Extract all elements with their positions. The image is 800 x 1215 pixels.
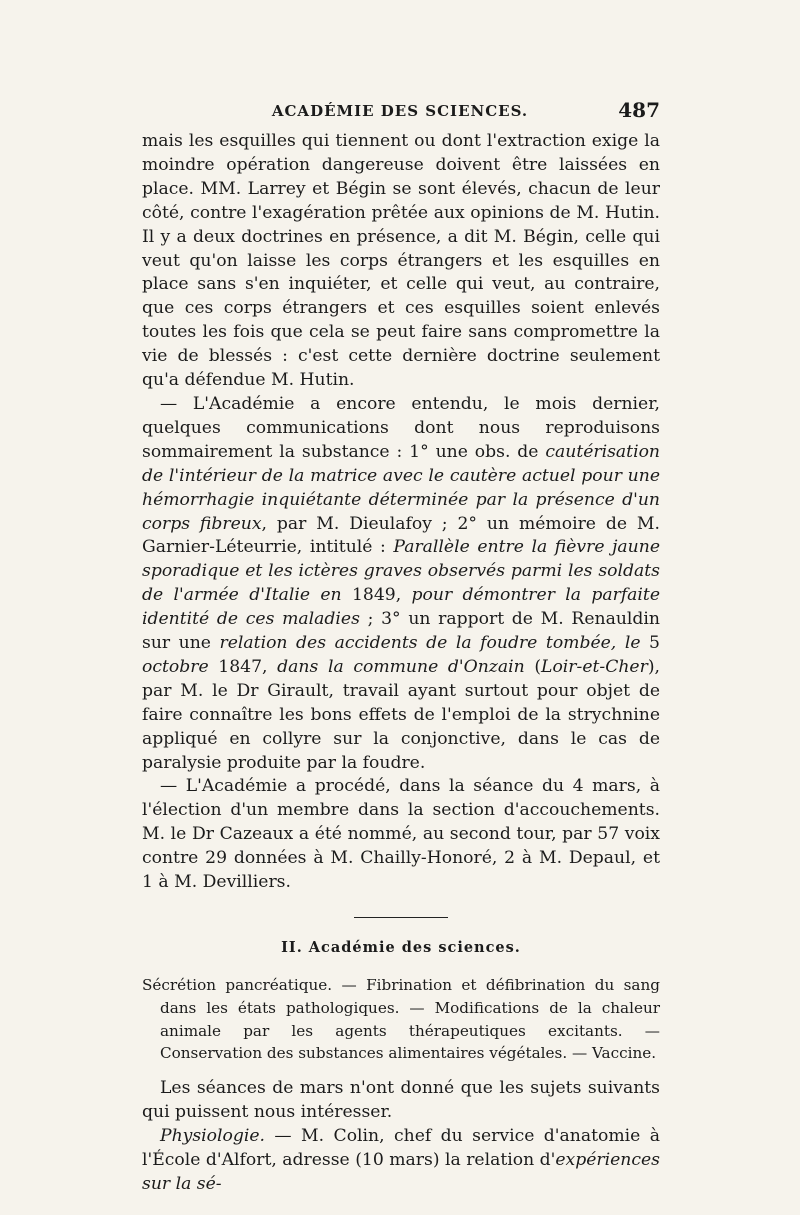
italic-run: relation des accidents de la foudre tombée, le	[219, 633, 641, 654]
text-run: 5	[640, 633, 660, 654]
paragraph-2	[142, 393, 660, 776]
running-head: ACADÉMIE DES SCIENCES.	[271, 102, 529, 120]
italic-run: expériences sur la sé-	[142, 1149, 660, 1194]
text-run: — M. Colin, chef du service d'anatomie à l'École d'Alfort, adresse (10 mars) la relation d'	[142, 1125, 660, 1170]
text-run: ), par M. le Dr Girault, travail ayant surtout pour objet de faire connaître les bons effets de l'emploi de la strychnine appliqué en collyre sur la conjonctive, dans le cas de paralysie produite par la foudre.	[142, 656, 660, 773]
italic-run: pour démontrer la parfaite identité de ces maladies	[142, 585, 660, 630]
text-run: — L'Académie a encore entendu, le mois dernier, quelques communications dont nous reproduisons sommairement la substance : 1° une obs. de	[142, 393, 660, 462]
paragraph-4: Les séances de mars n'ont donné que les sujets suivants qui puissent nous intéresser.	[142, 1078, 660, 1122]
text-run: 1847,	[208, 656, 278, 677]
page-header	[140, 98, 660, 128]
section-title: II. Académie des sciences.	[281, 939, 521, 956]
italic-run: dans la commune d'Onzain	[277, 656, 525, 677]
paragraph-3: — L'Académie a procédé, dans la séance du 4 mars, à l'élection d'un membre dans la section d'accouchements. M. le Dr Cazeaux a été nommé, au second tour, par 57 voix contre 29 données à M. Chailly-Honoré, 2 à M. Depaul, et 1 à M. Devilliers.	[142, 776, 660, 893]
italic-run: Loir-et-Cher	[541, 656, 648, 677]
text-run: ; 3° un rapport de M. Renauldin sur une	[142, 609, 660, 654]
text-run: 1849,	[341, 585, 412, 606]
italic-run: Physiologie.	[160, 1125, 265, 1146]
italic-run: Parallèle entre la fièvre jaune sporadique et les ictères graves observés parmi les soldats de l'armée d'Italie en	[142, 537, 660, 606]
section-divider	[354, 917, 448, 918]
paragraph-1: mais les esquilles qui tiennent ou dont l'extraction exige la moindre opération dangereuse doivent être laissées en place. MM. Larrey et Bégin se sont élevés, chacun de leur côté, contre l'exagération prêtée aux opinions de M. Hutin. Il y a deux doctrines en présence, a dit M. Bégin, celle qui veut qu'on laisse les corps étrangers et les esquilles en place sans s'en inquiéter, et celle qui veut, au contraire, que ces corps étrangers et ces esquilles soient enlevés toutes les fois que cela se peut faire sans compromettre la vie de blessés : c'est cette dernière doctrine seulement qu'a défendue M. Hutin.	[142, 131, 660, 391]
section-summary: Sécrétion pancréatique. — Fibrination et défibrination du sang dans les états pathologiques. — Modifications de la chaleur animale par les agents thérapeutiques excitants. — Conservation des substances alimentaires végétales. — Vaccine.	[142, 975, 660, 1063]
paragraph-5	[142, 1125, 660, 1197]
italic-run: octobre	[142, 656, 209, 677]
page-number: 487	[618, 98, 660, 122]
text-run: , par M. Dieulafoy ; 2° un mémoire de M. Garnier-Léteurrie, intitulé :	[142, 513, 660, 558]
italic-run: cautérisation de l'intérieur de la matrice avec le cautère actuel pour une hémorrhagie inquiétante déterminée par la présence d'un corps fibreux	[142, 441, 660, 534]
body-text	[142, 130, 660, 1197]
text-run: (	[524, 656, 542, 677]
